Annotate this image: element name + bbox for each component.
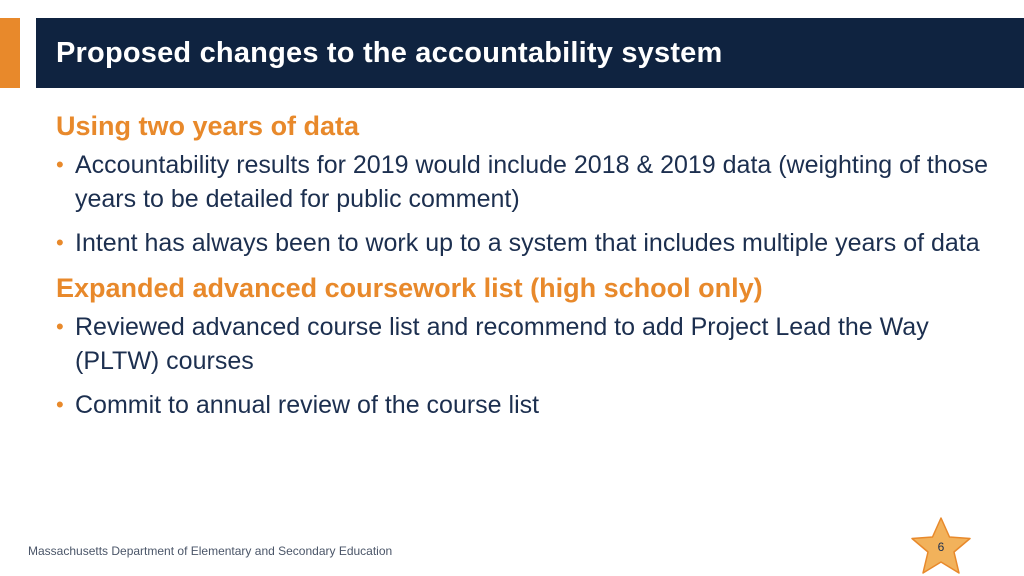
bullet-list-coursework: [56, 310, 1001, 422]
section-heading-two-years: Using two years of data: [56, 111, 360, 141]
bullet-icon: •: [56, 314, 64, 339]
bullet-text: Accountability results for 2019 would include 2018 & 2019 data (weighting of those years to be detailed for public comment): [75, 151, 989, 213]
bullet-item: [56, 388, 1001, 422]
slide-title: Proposed changes to the accountability system: [56, 36, 723, 69]
bullet-list-two-years: [56, 148, 1001, 260]
bullet-text: Commit to annual review of the course list: [75, 391, 540, 419]
bullet-icon: •: [56, 230, 64, 255]
bullet-item: [56, 226, 1001, 260]
bullet-text: Reviewed advanced course list and recommend to add Project Lead the Way (PLTW) courses: [75, 313, 929, 375]
bullet-item: [56, 310, 1001, 378]
bullet-item: [56, 148, 1001, 216]
title-bar: [36, 18, 1024, 88]
bullet-icon: •: [56, 392, 64, 417]
section-heading-coursework: Expanded advanced coursework list (high school only): [56, 273, 763, 303]
bullet-icon: •: [56, 152, 64, 177]
page-number: 6: [937, 540, 945, 554]
footer-organization: Massachusetts Department of Elementary and Secondary Education: [28, 544, 393, 558]
bullet-text: Intent has always been to work up to a system that includes multiple years of data: [75, 229, 980, 257]
slide-content: [56, 108, 1001, 432]
accent-bar: [0, 18, 20, 88]
